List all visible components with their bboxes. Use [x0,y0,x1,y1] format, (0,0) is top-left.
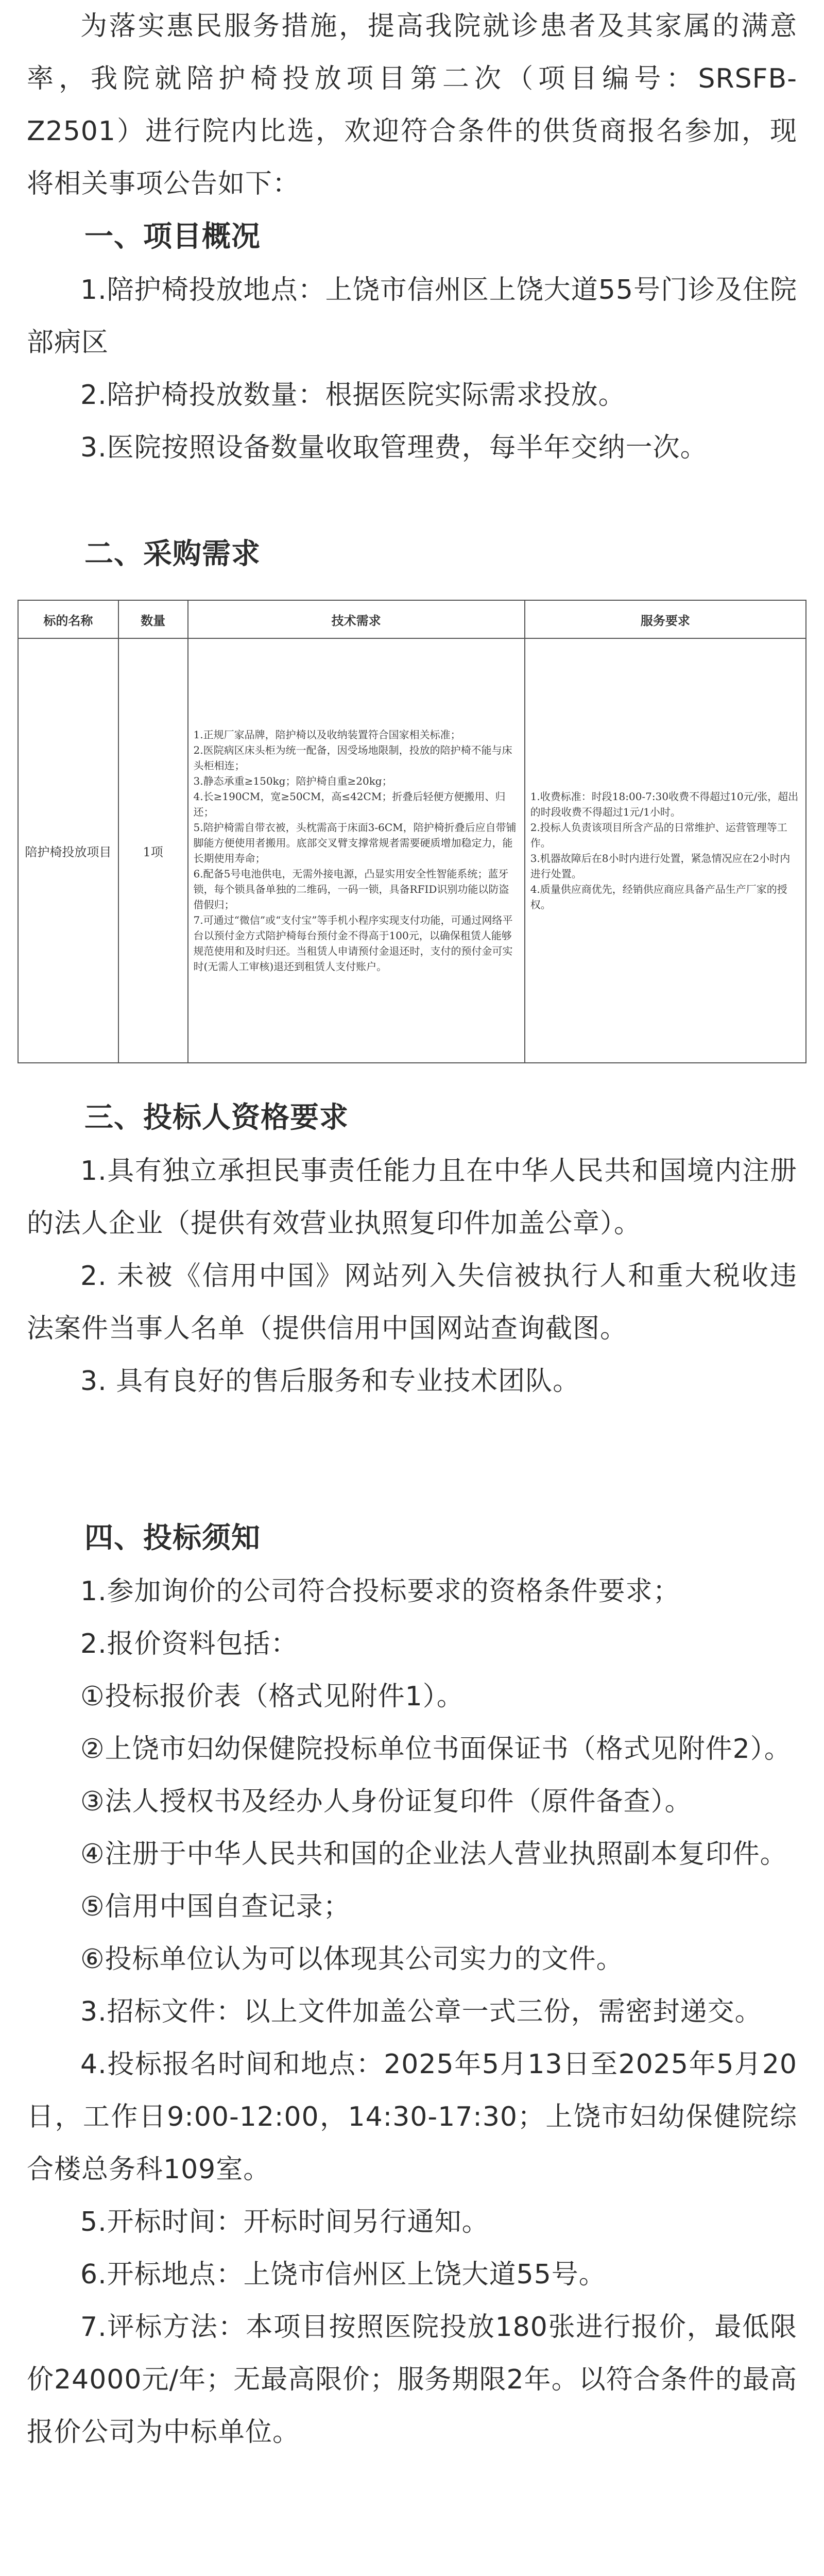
qualification-item: 3. 具有良好的售后服务和专业技术团队。 [80,1366,580,1397]
notes-item: ②上饶市妇幼保健院投标单位书面保证书（格式见附件2）。 [80,1734,792,1765]
service-requirement: 4.质量供应商优先，经销供应商应具备产品生产厂家的授权。 [530,883,787,911]
overview-item: 3.医院按照设备数量收取管理费，每半年交纳一次。 [80,432,708,463]
notes-item: ⑥投标单位认为可以体现其公司实力的文件。 [80,1944,624,1975]
notes-item: 3.招标文件：以上文件加盖公章一式三份，需密封递交。 [80,1996,762,2027]
section-bidding-notes [0,1512,824,2459]
section-project-overview [0,210,824,474]
table-row [18,638,806,1063]
tech-requirement: 1.正规厂家品牌，陪护椅以及收纳装置符合国家相关标准； [193,728,461,741]
table-header: 标的名称 [18,600,118,638]
tech-requirement: 2.医院病区床头柜为统一配备，因受场地限制，投放的陪护椅不能与床头柜相连； [193,744,512,772]
table-header: 技术需求 [188,600,525,638]
section-heading: 四、投标须知 [84,1521,261,1555]
notes-item: 4.投标报名时间和地点：2025年5月13日至2025年5月20日，工作日9:00-12:00，14:30-17:30；上饶市妇幼保健院综合楼总务科109室。 [27,2049,797,2185]
service-requirement: 3.机器故障后在8小时内进行处置，紧急情况应在2小时内进行处置。 [530,852,791,880]
notes-item: ①投标报价表（格式见附件1）。 [80,1681,464,1712]
intro-paragraph: 为落实惠民服务措施，提高我院就诊患者及其家属的满意率，我院就陪护椅投放项目第二次（项目编号：SRSFB-Z2501）进行院内比选，欢迎符合条件的供货商报名参加，现将相关事项公告如下： [27,11,797,199]
notes-item: 5.开标时间：开标时间另行通知。 [80,2207,489,2238]
table-header: 服务要求 [525,600,806,638]
service-requirements-cell [525,638,806,1063]
intro-block [0,0,824,210]
section-heading: 二、采购需求 [84,537,261,571]
qualification-item: 2. 未被《信用中国》网站列入失信被执行人和重大税收违法案件当事人名单（提供信用中国网站查询截图。 [27,1261,797,1344]
section-procurement [0,528,824,581]
qualification-item: 1.具有独立承担民事责任能力且在中华人民共和国境内注册的法人企业（提供有效营业执照复印件加盖公章）。 [27,1156,797,1239]
overview-item: 1.陪护椅投放地点：上饶市信州区上饶大道55号门诊及住院部病区 [27,275,797,358]
notes-item: 1.参加询价的公司符合投标要求的资格条件要求； [80,1576,680,1607]
section-heading: 一、项目概况 [84,220,261,253]
notes-item: ③法人授权书及经办人身份证复印件（原件备查）。 [80,1786,692,1817]
notes-item: 2.报价资料包括： [80,1629,298,1659]
notes-item: ⑤信用中国自查记录； [80,1891,351,1922]
service-requirement: 2.投标人负责该项目所含产品的日常维护、运营管理等工作。 [530,821,787,849]
tech-requirement: 7.可通过“微信”或“支付宝”等手机小程序实现支付功能，可通过网络平台以预付金方式陪护椅每台预付金不得高于100元，以确保租赁人能够规范使用和及时归还。当租赁人申请预付金退还时，支付的预付金可实时(无需人工审核)退还到租赁人支付账户。 [193,914,513,973]
item-name-cell: 陪护椅投放项目 [18,638,118,1063]
section-heading: 三、投标人资格要求 [84,1101,349,1134]
table-header-row [18,600,806,638]
requirements-table [18,600,806,1063]
tech-requirement: 5.陪护椅需自带衣被，头枕需高于床面3-6CM，陪护椅折叠后应自带铺脚能方便使用者搬用。底部交叉臂支撑常规者需要硬质增加稳定力，能长期使用寿命； [193,821,517,865]
quantity-cell: 1项 [118,638,188,1063]
notes-item: ④注册于中华人民共和国的企业法人营业执照副本复印件。 [80,1839,787,1870]
requirements-table-wrapper [18,600,806,1063]
tech-requirement: 6.配备5号电池供电，无需外接电源，凸显实用安全性智能系统；蓝牙锁，每个锁具备单独的二维码，一码一锁，具备RFID识别功能以防盗借假归； [193,868,509,911]
tech-requirement: 3.静态承重≥150kg；陪护椅自重≥20kg； [193,775,392,787]
tech-requirement: 4.长≥190CM，宽≥50CM，高≤42CM；折叠后轻便方便搬用、归还； [193,790,506,818]
overview-item: 2.陪护椅投放数量：根据医院实际需求投放。 [80,380,626,411]
notes-item: 7.评标方法：本项目按照医院投放180张进行报价，最低限价24000元/年；无最高限价；服务期限2年。以符合条件的最高报价公司为中标单位。 [27,2312,797,2448]
notes-item: 6.开标地点：上饶市信州区上饶大道55号。 [80,2259,606,2290]
tech-requirements-cell [188,638,525,1063]
section-qualifications [0,1091,824,1408]
table-header: 数量 [118,600,188,638]
service-requirement: 1.收费标准：时段18:00-7:30收费不得超过10元/张，超出的时段收费不得超过1元/1小时。 [530,790,799,818]
